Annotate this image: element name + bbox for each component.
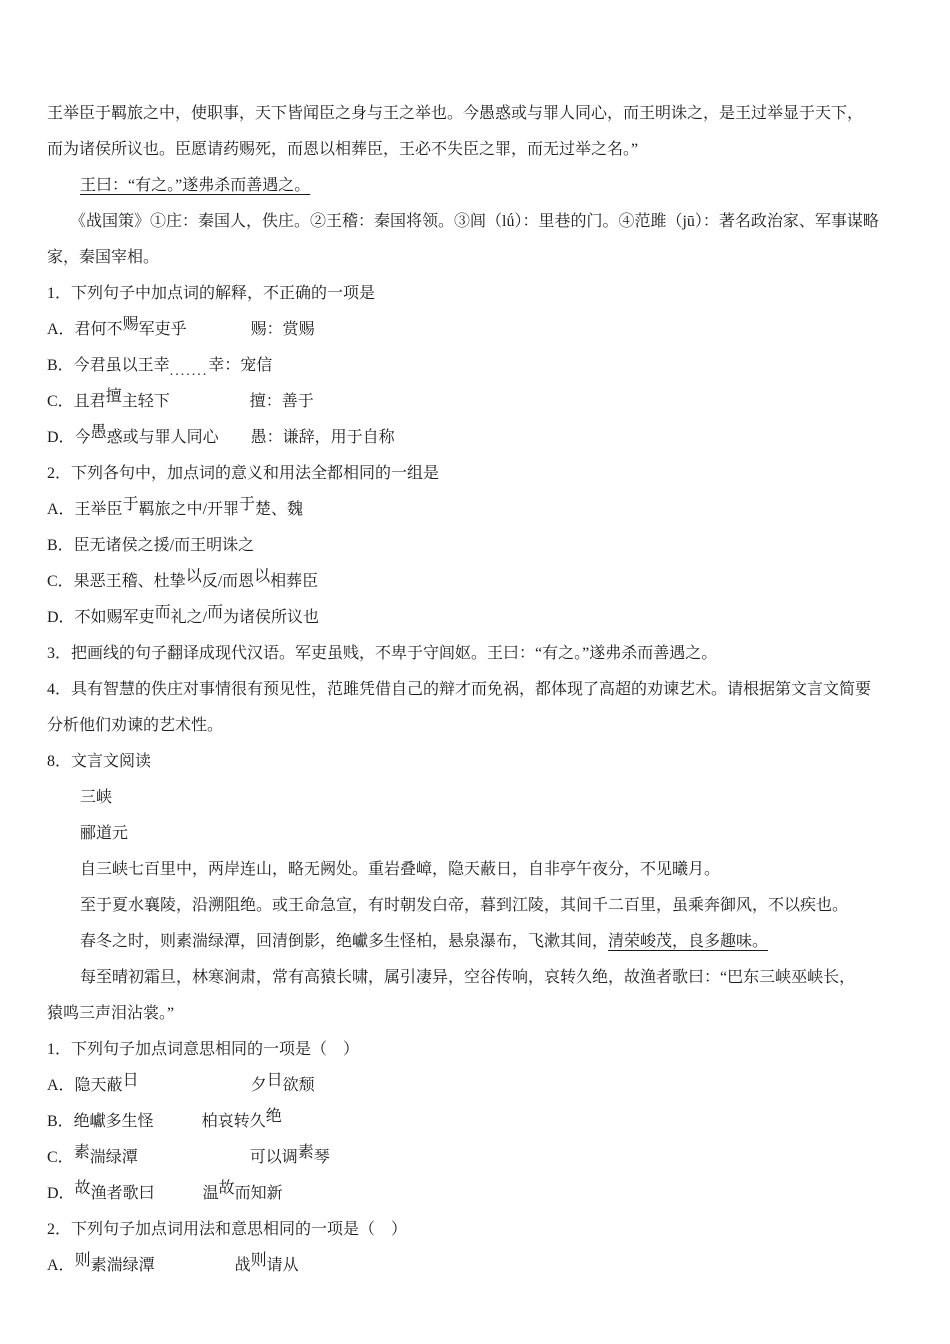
passage1-quote-underlined: [47, 168, 903, 204]
text-segment: 2．下列各句中，加点词的意义和用法全都相同的一组是: [47, 465, 440, 482]
question-4-line1: [47, 672, 903, 708]
passage1-line1: [47, 96, 903, 132]
passage2-para2: [47, 888, 903, 924]
emphasized-char: 素: [297, 1144, 314, 1161]
text-segment: 至于夏水襄陵，沿溯阻绝。或王命急宣，有时朝发白帝，暮到江陵，其间千二百里，虽乘奔御风，不以疾也。: [80, 897, 849, 914]
question-1-option-c: [47, 384, 903, 420]
text-segment: D．不如赐军吏: [47, 609, 155, 626]
text-segment: 猿鸣三声泪沾裳。”: [47, 1005, 175, 1022]
text-segment: A．隐天蔽: [47, 1077, 123, 1094]
passage2-author: [47, 816, 903, 852]
text-segment: 湍绿潭 可以调: [89, 1149, 298, 1166]
text-segment: 羁旅之中/开罪: [138, 501, 240, 518]
question-1-option-b: [47, 348, 903, 384]
emphasis-dots: .......: [169, 364, 209, 379]
emphasized-char: 故: [218, 1180, 235, 1197]
text-segment: D．: [47, 1185, 75, 1202]
question-2-option-c: [47, 564, 903, 600]
emphasized-char: 以: [185, 568, 202, 585]
text-segment: 春冬之时，则素湍绿潭，回清倒影，绝巘多生怪柏，悬泉瀑布，飞漱其间，: [80, 933, 609, 950]
text-segment: 1．下列句子中加点词的解释，不正确的一项是: [47, 285, 376, 302]
emphasized-char: 日: [266, 1072, 283, 1089]
text-segment: 礼之/: [170, 609, 208, 626]
text-segment: 2．下列句子加点词用法和意思相同的一项是（ ）: [47, 1221, 408, 1238]
text-segment: 4．具有智慧的佚庄对事情很有预见性，范雎凭借自己的辩才而免祸，都体现了高超的劝谏艺术。请根据第文言文简要: [47, 681, 872, 698]
text-segment: 王举臣于羁旅之中，使职事，天下皆闻臣之身与王之举也。今愚惑或与罪人同心，而王明诛之，是王过举显于天下，: [47, 105, 864, 122]
text-segment: 相葬臣: [270, 573, 319, 590]
emphasized-char: 则: [74, 1252, 91, 1269]
passage1-line2: [47, 132, 903, 168]
emphasized-char: 以: [254, 568, 271, 585]
question-6-stem: [47, 1212, 903, 1248]
passage1-notes-line2: [47, 240, 903, 276]
underlined-text: 清荣峻茂，良多趣味。: [608, 933, 769, 950]
text-segment: 8．文言文阅读: [47, 753, 152, 770]
question-5-option-d: [47, 1176, 903, 1212]
emphasized-char: 素: [73, 1144, 90, 1161]
text-segment: 幸：宠信: [208, 357, 273, 374]
text-segment: A．: [47, 1257, 75, 1274]
text-segment: 三峡: [80, 789, 113, 806]
passage2-title: [47, 780, 903, 816]
emphasized-char: 日: [122, 1072, 139, 1089]
section-8-heading: [47, 744, 903, 780]
question-5-option-a: [47, 1068, 903, 1104]
question-1-stem: [47, 276, 903, 312]
emphasized-char: 擅: [105, 388, 122, 405]
text-segment: 每至晴初霜旦，林寒涧肃，常有高猿长啸，属引凄异，空谷传响，哀转久绝，故渔者歌曰：“巴东三峡巫峡长，: [80, 969, 856, 986]
text-segment: A．王举臣: [47, 501, 123, 518]
passage2-para3: [47, 924, 903, 960]
question-6-option-a: [47, 1248, 903, 1284]
text-segment: 军吏乎 赐：赏赐: [138, 321, 315, 338]
text-segment: 1．下列句子加点词意思相同的一项是（ ）: [47, 1041, 360, 1058]
text-segment: A．君何不: [47, 321, 123, 338]
question-2-option-b: [47, 528, 903, 564]
question-2-option-a: [47, 492, 903, 528]
passage2-para1: [47, 852, 903, 888]
underlined-text: 王曰：“有之。”遂弗杀而善遇之。: [80, 177, 311, 194]
emphasized-char: 故: [74, 1180, 91, 1197]
emphasized-char: 于: [122, 496, 139, 513]
question-2-option-d: [47, 600, 903, 636]
text-segment: 主轻下 擅：善于: [121, 393, 314, 410]
text-segment: 请从: [266, 1257, 299, 1274]
text-segment: 《战国策》①庄：秦国人，佚庄。②王稽：秦国将领。③闾（lǘ）：里巷的门。④范雎（jū）：著名政治家、军事谋略: [70, 213, 879, 230]
text-segment: C．果恶王稽、杜挚: [47, 573, 186, 590]
emphasized-char: 而: [207, 604, 224, 621]
text-segment: 欲颓: [282, 1077, 315, 1094]
text-segment: 而知新: [234, 1185, 283, 1202]
text-segment: B．绝巘多生怪 柏哀转久: [47, 1113, 266, 1130]
text-segment: 为诸侯所议也: [223, 609, 320, 626]
text-segment: 素湍绿潭 战: [90, 1257, 251, 1274]
emphasized-char: 而: [154, 604, 171, 621]
emphasized-char: 于: [239, 496, 256, 513]
text-segment: 反/而恩: [201, 573, 255, 590]
text-segment: D．今: [47, 429, 91, 446]
emphasized-char: 赐: [122, 316, 139, 333]
passage2-para4-line1: [47, 960, 903, 996]
question-3: [47, 636, 903, 672]
text-segment: B．今君虽以王幸: [47, 357, 170, 374]
text-segment: B．臣无诸侯之援/而王明诛之: [47, 537, 255, 554]
question-1-option-a: [47, 312, 903, 348]
passage2-para4-line2: [47, 996, 903, 1032]
question-5-stem: [47, 1032, 903, 1068]
text-segment: 夕: [138, 1077, 267, 1094]
text-segment: 渔者歌曰 温: [90, 1185, 219, 1202]
text-segment: 而为诸侯所议也。臣愿请药赐死，而恩以相葬臣，王必不失臣之罪，而无过举之名。”: [47, 141, 639, 158]
text-segment: 家，秦国宰相。: [47, 249, 160, 266]
text-segment: 郦道元: [80, 825, 129, 842]
text-segment: 琴: [313, 1149, 330, 1166]
emphasized-char: 愚: [90, 424, 107, 441]
text-segment: 3．把画线的句子翻译成现代汉语。军吏虽贱，不卑于守闾妪。王曰：“有之。”遂弗杀而善遇之。: [47, 645, 718, 662]
text-segment: C．且君: [47, 393, 106, 410]
emphasized-char: 绝: [265, 1108, 282, 1125]
question-2-stem: [47, 456, 903, 492]
question-5-option-c: [47, 1140, 903, 1176]
text-segment: 惑或与罪人同心 愚：谦辞，用于自称: [106, 429, 395, 446]
passage1-notes-line1: [47, 204, 903, 240]
text-segment: 自三峡七百里中，两岸连山，略无阙处。重岩叠嶂，隐天蔽日，自非亭午夜分，不见曦月。: [80, 861, 721, 878]
question-4-line2: [47, 708, 903, 744]
text-segment: C．: [47, 1149, 74, 1166]
text-segment: 楚、魏: [255, 501, 304, 518]
emphasized-char: 则: [250, 1252, 267, 1269]
question-5-option-b: [47, 1104, 903, 1140]
question-1-option-d: [47, 420, 903, 456]
text-segment: 分析他们劝谏的艺术性。: [47, 717, 224, 734]
